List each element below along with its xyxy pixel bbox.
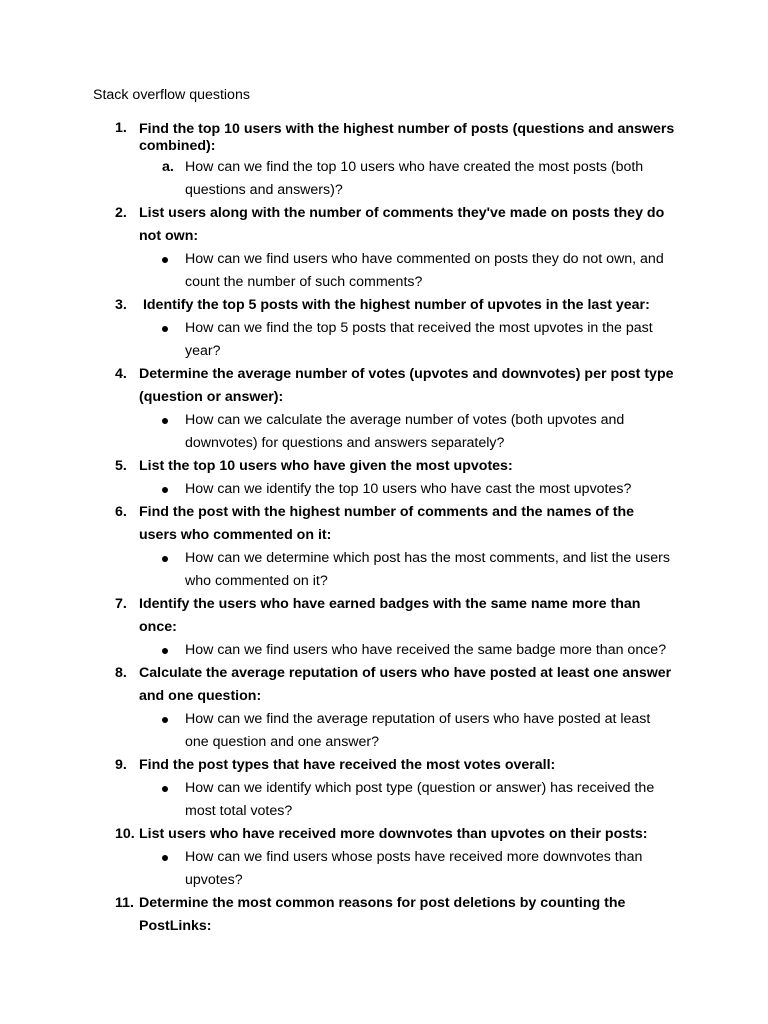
bullet-icon [162, 786, 168, 792]
question-subitem [0, 708, 675, 754]
list-item [0, 501, 768, 593]
question-heading [0, 754, 675, 777]
question-heading-text: Find the post with the highest number of comments and the names of the users who commented on it: [139, 504, 635, 543]
question-heading-text: Find the post types that have received the most votes overall: [139, 757, 556, 773]
question-number: 8. [115, 665, 127, 681]
question-subitem [0, 156, 675, 202]
bullet-icon [162, 487, 168, 493]
question-subitem [0, 248, 675, 294]
question-heading-text: Identify the users who have earned badges with the same name more than once: [139, 596, 641, 635]
question-subitem [0, 547, 675, 593]
question-heading-text: List users who have received more downvotes than upvotes on their posts: [139, 826, 648, 842]
question-number: 9. [115, 757, 127, 773]
bullet-icon [162, 855, 168, 861]
bullet-icon [162, 717, 168, 723]
question-subitem-text: How can we find the top 10 users who have created the most posts (both questions and answers)? [185, 159, 644, 198]
question-subitem-text: How can we find users who have commented on posts they do not own, and count the number of such comments? [185, 251, 664, 290]
question-heading [0, 593, 675, 639]
question-number: 1. [115, 120, 127, 136]
bullet-icon [162, 257, 168, 263]
question-number: 2. [115, 205, 127, 221]
document-title: Stack overflow questions [93, 87, 250, 103]
question-list [0, 120, 768, 938]
question-subitem-text: How can we find the average reputation of users who have posted at least one question and one answer? [185, 711, 651, 750]
list-item [0, 202, 768, 294]
question-subitem-text: How can we calculate the average number of votes (both upvotes and downvotes) for questions and answers separately? [185, 412, 625, 451]
question-subitem-text: How can we identify the top 10 users who have cast the most upvotes? [185, 481, 632, 497]
list-item [0, 363, 768, 455]
question-number: 3. [115, 297, 127, 313]
bullet-icon [162, 556, 168, 562]
question-number: 5. [115, 458, 127, 474]
question-subitem [0, 317, 675, 363]
bullet-icon [162, 418, 168, 424]
question-heading [0, 363, 675, 409]
list-item [0, 662, 768, 754]
question-heading-text: List users along with the number of comments they've made on posts they do not own: [139, 205, 665, 244]
question-number: 10. [115, 826, 135, 842]
list-item [0, 892, 768, 938]
question-heading-text: Identify the top 5 posts with the highest number of upvotes in the last year: [139, 297, 650, 313]
question-subitem-text: How can we determine which post has the most comments, and list the users who commented on it? [185, 550, 670, 589]
question-heading-text: Calculate the average reputation of users who have posted at least one answer and one question: [139, 665, 672, 704]
question-subitem [0, 639, 675, 662]
question-heading [0, 294, 675, 317]
list-item [0, 593, 768, 662]
question-number: 7. [115, 596, 127, 612]
question-heading [0, 120, 675, 156]
question-heading [0, 823, 675, 846]
question-subitem [0, 478, 675, 501]
list-item [0, 120, 768, 202]
question-subitem [0, 846, 675, 892]
list-item [0, 294, 768, 363]
question-subitem [0, 777, 675, 823]
question-heading-text: Determine the average number of votes (upvotes and downvotes) per post type (question or answer): [139, 366, 674, 405]
list-item [0, 455, 768, 501]
question-heading [0, 501, 675, 547]
question-heading [0, 455, 675, 478]
list-item [0, 754, 768, 823]
alpha-marker: a. [162, 159, 174, 175]
question-heading-text: List the top 10 users who have given the most upvotes: [139, 458, 513, 474]
question-subitem-text: How can we identify which post type (question or answer) has received the most total votes? [185, 780, 655, 819]
question-heading-text: Determine the most common reasons for post deletions by counting the PostLinks: [139, 895, 626, 934]
bullet-icon [162, 326, 168, 332]
question-number: 4. [115, 366, 127, 382]
question-heading-text: Find the top 10 users with the highest number of posts (questions and answers combined): [139, 121, 675, 154]
question-heading [0, 202, 675, 248]
question-subitem [0, 409, 675, 455]
question-number: 6. [115, 504, 127, 520]
question-number: 11. [115, 895, 134, 911]
question-heading [0, 892, 675, 938]
question-subitem-text: How can we find the top 5 posts that received the most upvotes in the past year? [185, 320, 653, 359]
bullet-icon [162, 648, 168, 654]
question-heading [0, 662, 675, 708]
list-item [0, 823, 768, 892]
question-subitem-text: How can we find users who have received the same badge more than once? [185, 642, 667, 658]
question-subitem-text: How can we find users whose posts have received more downvotes than upvotes? [185, 849, 643, 888]
